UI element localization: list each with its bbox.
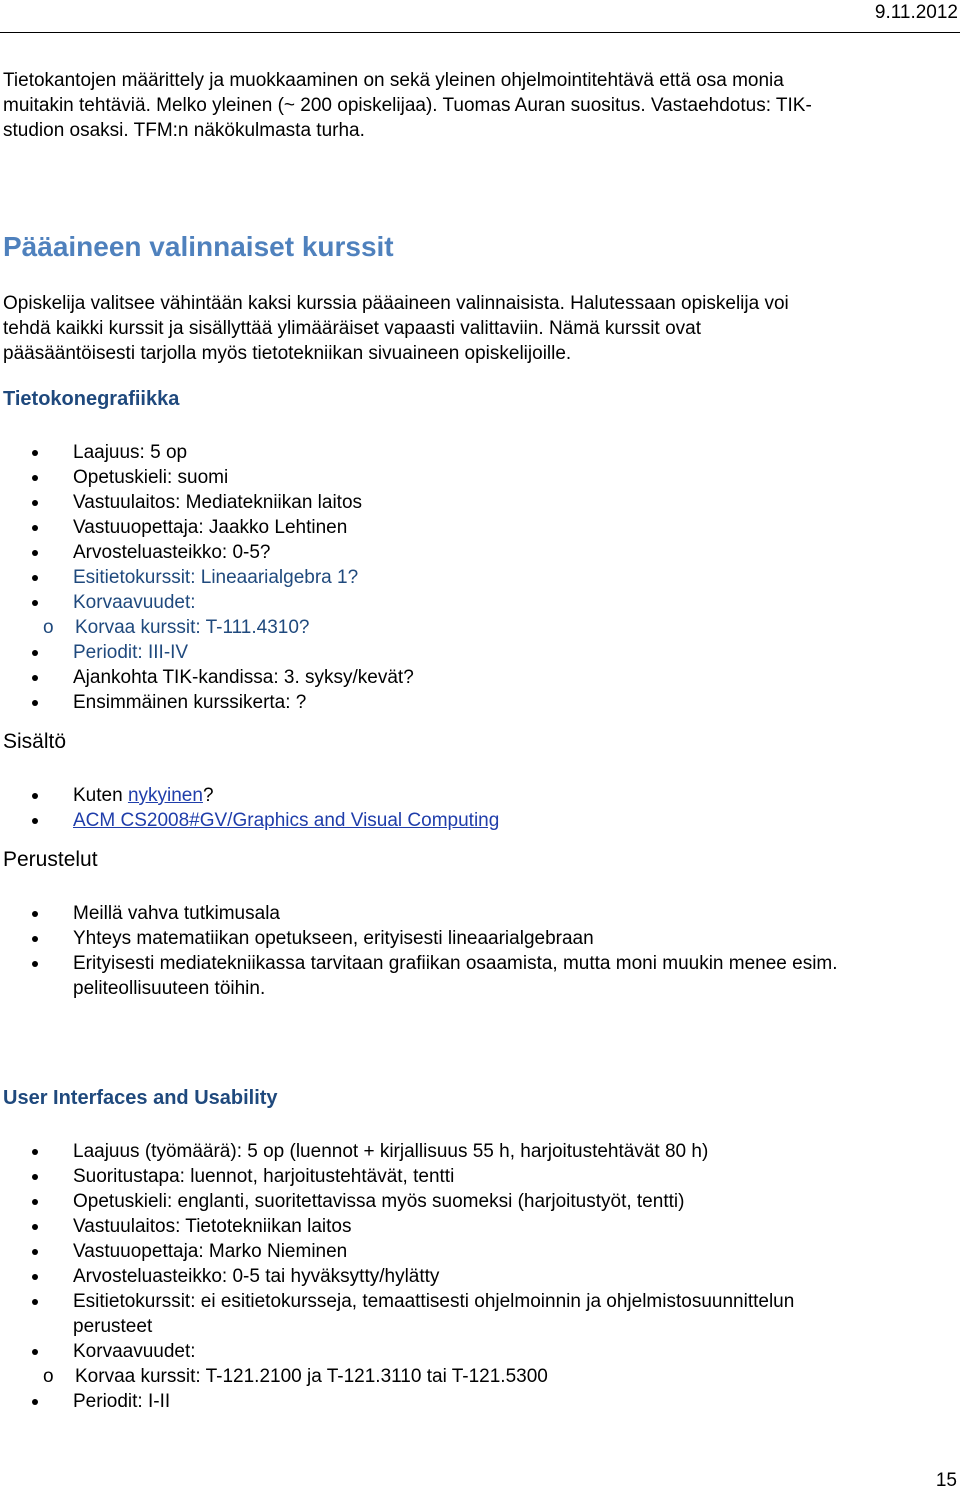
list-item [3,490,955,515]
list-item [3,640,955,665]
bullet-icon [32,475,38,481]
list-item [3,1389,955,1414]
list-item-text: Vastuuopettaja: Jaakko Lehtinen [73,517,348,538]
list-item-text: Opetuskieli: suomi [73,467,229,488]
list-item [3,690,955,715]
list-item-text: Korvaavuudet: [73,1341,196,1362]
list-item-text: Periodit: I-II [73,1391,171,1412]
reasons-list [3,901,955,1001]
sub-list-item-text: Korvaa kurssit: T-111.4310? [75,617,310,638]
bullet-icon [32,1149,38,1155]
list-item [3,565,955,590]
list-item-text: perusteet [73,1316,153,1337]
bullet-icon [32,793,38,799]
sub-list-item [3,615,955,640]
sub-bullet-icon: o [43,1366,54,1387]
intro-line: muitakin tehtäviä. Melko yleinen (~ 200 opiskelijaa). Tuomas Auran suositus. Vastaehdotus: TIK- [3,95,812,116]
sub-list-item-text: Korvaa kurssit: T-121.2100 ja T-121.3110 tai T-121.5300 [75,1366,548,1387]
list-item-text: Yhteys matematiikan opetukseen, erityisesti lineaarialgebraan [73,928,594,949]
header-date: 9.11.2012 [874,2,958,23]
list-item-text: Suoritustapa: luennot, harjoitustehtävät, tentti [73,1166,455,1187]
list-item-text: Vastuuopettaja: Marko Nieminen [73,1241,348,1262]
content-list [3,783,955,833]
bullet-icon [32,1299,38,1305]
list-item [3,808,955,833]
list-item [3,515,955,540]
course-details-list [3,440,955,715]
bullet-icon [32,1174,38,1180]
sub-list-item [3,1364,955,1389]
section-description [3,291,955,366]
list-item [3,590,955,640]
current-course-link[interactable]: nykyinen [127,785,203,806]
sub-list [43,1364,955,1389]
sub-list [43,615,955,640]
bullet-icon [32,650,38,656]
bullet-icon [32,911,38,917]
bullet-icon [32,961,38,967]
list-item-text: Opetuskieli: englanti, suoritettavissa myös suomeksi (harjoitustyöt, tentti) [73,1191,685,1212]
bullet-icon [32,700,38,706]
list-item [3,440,955,465]
bullet-icon [32,936,38,942]
list-item [3,1139,955,1164]
intro-paragraph [3,68,955,143]
bullet-icon [32,1274,38,1280]
list-item [3,1214,955,1239]
list-item [3,1164,955,1189]
list-item-text: Laajuus: 5 op [73,442,188,463]
list-item [3,1339,955,1389]
section-description-line: pääsääntöisesti tarjolla myös tietotekniikan sivuaineen opiskelijoille. [3,343,572,364]
course-title: Tietokonegrafiikka [3,388,180,410]
list-item-text: Vastuulaitos: Mediatekniikan laitos [73,492,363,513]
intro-line: Tietokantojen määrittely ja muokkaaminen on sekä yleinen ohjelmointitehtävä että osa monia [3,70,784,91]
list-item [3,783,955,808]
bullet-icon [32,1199,38,1205]
acm-curriculum-link[interactable]: ACM CS2008#GV/Graphics and Visual Computing [73,810,500,831]
bullet-icon [32,525,38,531]
list-item-text: peliteollisuuteen töihin. [73,978,266,999]
list-item [3,665,955,690]
list-item [3,1289,955,1339]
list-item [3,951,955,1001]
list-item-text: Esitietokurssit: ei esitietokursseja, temaattisesti ohjelmoinnin ja ohjelmistosuunnittelun [73,1291,795,1312]
list-item-text: Esitietokurssit: Lineaarialgebra 1? [73,567,359,588]
list-item-text: Erityisesti mediatekniikassa tarvitaan grafiikan osaamista, mutta moni muukin menee esim. [73,953,838,974]
sub-bullet-icon: o [43,617,54,638]
list-item [3,1189,955,1214]
bullet-icon [32,1399,38,1405]
list-item-text: Arvosteluasteikko: 0-5 tai hyväksytty/hylätty [73,1266,440,1287]
section-description-line: tehdä kaikki kurssit ja sisällyttää ylimääräiset vapaasti valittaviin. Nämä kurssit ovat [3,318,701,339]
list-item-text: Kuten [73,785,128,806]
list-item-text: Laajuus (työmäärä): 5 op (luennot + kirjallisuus 55 h, harjoitustehtävät 80 h) [73,1141,709,1162]
list-item-text: Ajankohta TIK-kandissa: 3. syksy/kevät? [73,667,414,688]
bullet-icon [32,550,38,556]
list-item-text: Vastuulaitos: Tietotekniikan laitos [73,1216,352,1237]
bullet-icon [32,675,38,681]
section-description-line: Opiskelija valitsee vähintään kaksi kurssia pääaineen valinnaisista. Halutessaan opiskelija voi [3,293,789,314]
content-heading: Sisältö [3,730,67,753]
list-item-suffix: ? [202,785,214,806]
document-page [3,68,955,1414]
list-item-text: Ensimmäinen kurssikerta: ? [73,692,307,713]
course-title: User Interfaces and Usability [3,1087,278,1109]
page-number: 15 [935,1470,957,1491]
bullet-icon [32,600,38,606]
list-item-text: Korvaavuudet: [73,592,196,613]
bullet-icon [32,575,38,581]
bullet-icon [32,500,38,506]
list-item [3,465,955,490]
list-item [3,1239,955,1264]
reasons-heading: Perustelut [3,848,98,871]
bullet-icon [32,818,38,824]
list-item [3,540,955,565]
list-item [3,901,955,926]
list-item-text: Periodit: III-IV [73,642,189,663]
list-item-text: Meillä vahva tutkimusala [73,903,280,924]
list-item [3,926,955,951]
intro-line: studion osaksi. TFM:n näkökulmasta turha. [3,120,365,141]
list-item-text: Arvosteluasteikko: 0-5? [73,542,271,563]
header-rule [0,32,960,33]
course-details-list [3,1139,955,1414]
section-heading: Pääaineen valinnaiset kurssit [3,231,394,262]
bullet-icon [32,1224,38,1230]
bullet-icon [32,1349,38,1355]
bullet-icon [32,450,38,456]
list-item [3,1264,955,1289]
bullet-icon [32,1249,38,1255]
